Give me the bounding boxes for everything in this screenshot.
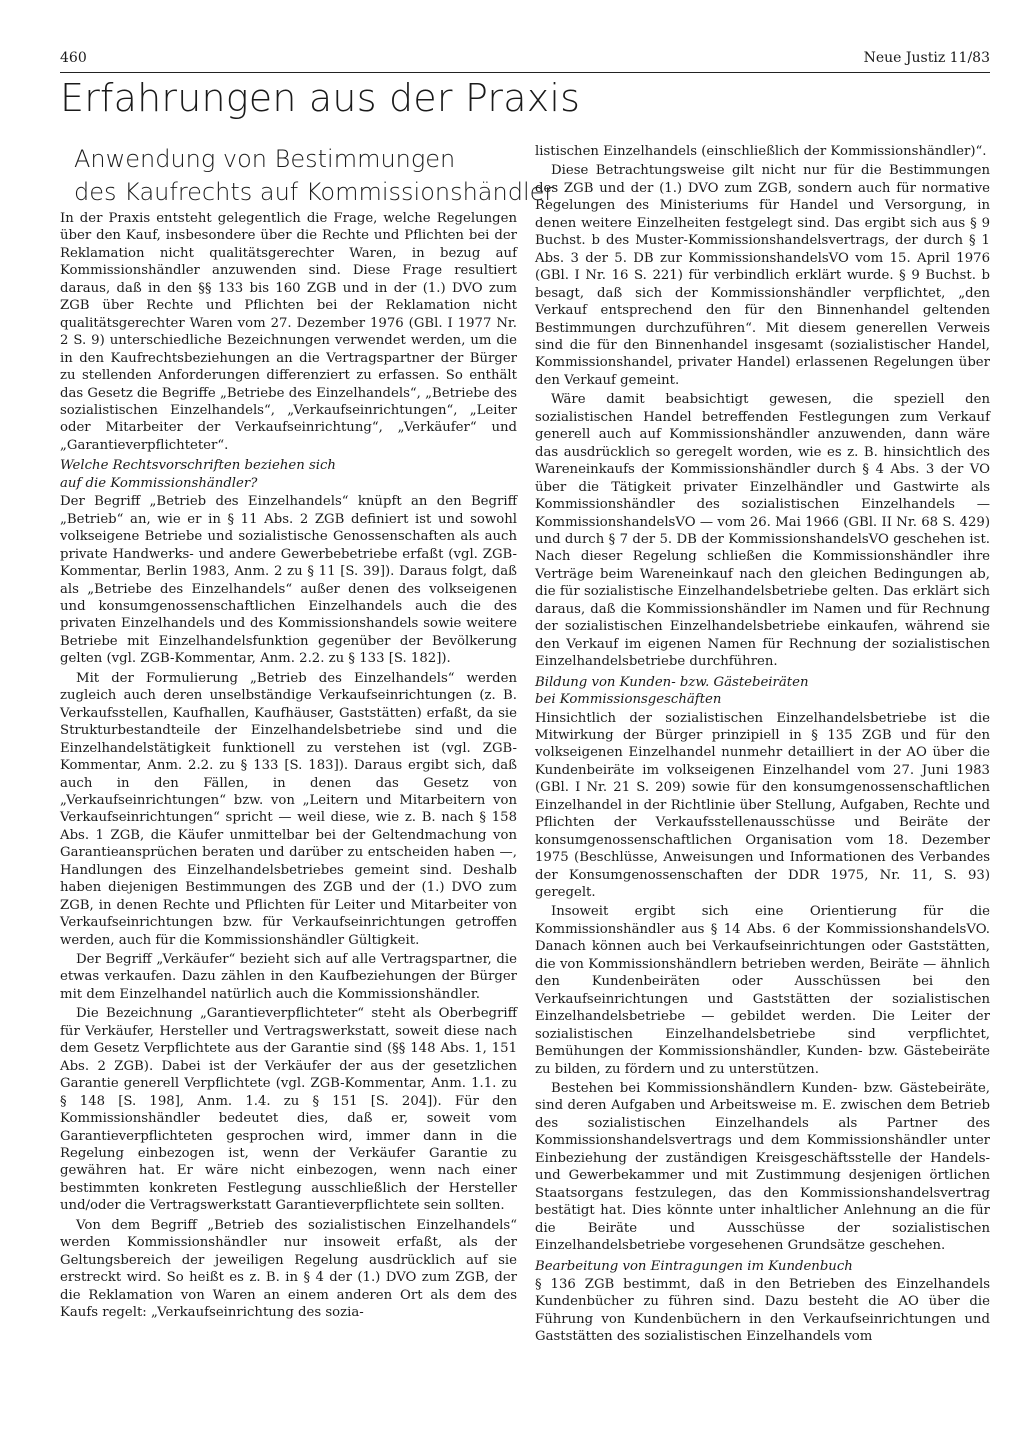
paragraph: Der Begriff „Betrieb des Einzelhandels“ knüpft an den Begriff „Betrieb“ an, wie er in § 11 Abs. 2 ZGB definiert ist und sowohl volkseigene Betriebe und sozialistische Genossenschaften als auch private Handwerks- und andere Gewerbebetriebe erfaßt (vgl. ZGB-Kommentar, Berlin 1983, Anm. 2 zu § 11 [S. 39]). Daraus folgt, daß als „Betriebe des Einzelhandels“ außer denen des volkseigenen und konsumgenossenschaftlichen Einzelhandels auch die des privaten Einzelhandels und des Kommissionshandels sowie weitere Betriebe mit Einzelhandelsfunktion gegenüber der Bevölkerung gelten (vgl. ZGB-Kommentar, Anm. 2.2. zu § 133 [S. 182]). xyxy=(60,494,517,667)
article-title-line1: Anwendung von Bestimmungen xyxy=(74,145,456,173)
paragraph: Wäre damit beabsichtigt gewesen, die speziell den sozialistischen Handel betreffenden Festlegungen zum Verkauf generell auch auf Kommissionshändler anzuwenden, dann wäre das ausdrücklich so geregelt worden, wie es z. B. hinsichtlich des Wareneinkaufs der Kommissionshändler durch § 4 Abs. 3 der VO über die Tätigkeit privater Einzelhändler und Gastwirte als Kommissionshändler des sozialistischen Einzelhandels — KommissionshandelsVO — vom 26. Mai 1966 (GBl. II Nr. 68 S. 429) und durch § 7 der 5. DB der KommissionshandelsVO geschehen ist. Nach dieser Regelung schließen die Kommissionshändler ihre Verträge beim Wareneinkauf nach den gleichen Bedingungen ab, die für sozialistische Einzelhandelsbetriebe gelten. Das erklärt sich daraus, daß die Kommissionshändler im Namen und für Rechnung der sozialistischen Einzelhandelsbetriebe einkaufen, während sie den Verkauf im eigenen Namen für Rechnung der sozialistischen Einzelhandelsbetriebe durchführen. xyxy=(535,392,990,670)
right-column xyxy=(535,143,990,1346)
paragraph: Mit der Formulierung „Betrieb des Einzelhandels“ werden zugleich auch deren unselbständige Verkaufseinrichtungen (z. B. Verkaufsstellen, Kaufhallen, Kaufhäuser, Gaststätten) erfaßt, da sie Strukturbestandteile der Einzelhandelsbetriebe sind und die Einzelhandelstätigkeit funktionell zu verstehen ist (vgl. ZGB-Kommentar, Anm. 2.2. zu § 133 [S. 183]). Daraus ergibt sich, daß auch in den Fällen, in denen das Gesetz von „Verkaufseinrichtungen“ bzw. von „Leitern und Mitarbeitern von Verkaufseinrichtungen“ spricht — weil diese, wie z. B. nach § 158 Abs. 1 ZGB, die Käufer unmittelbar bei der Geltendmachung von Garantieansprüchen beraten und darüber zu entscheiden haben —, Handlungen des Einzelhandelsbetriebes gemeint sind. Deshalb haben diejenigen Bestimmungen des ZGB und der (1.) DVO zum ZGB, in denen Rechte und Pflichten für Leiter und Mitarbeiter von Verkaufseinrichtungen bzw. für Verkaufseinrichtungen getroffen werden, auch für die Kommissionshändler Gültigkeit. xyxy=(60,670,517,948)
paragraph: Bestehen bei Kommissionshändlern Kunden- bzw. Gästebeiräte, sind deren Aufgaben und Arbeitsweise m. E. zwischen dem Betrieb des sozialistischen Einzelhandels als Partner des Kommissionshandelsvertrags und dem Kommissionshändler unter Einbeziehung der zuständigen Kreisgeschäftsstelle der Handels- und Gewerbekammer und mit Zustimmung desjenigen örtlichen Staatsorgans festzulegen, das den Kommissionshandelsvertrag bestätigt hat. Dies könnte unter inhaltlicher Anlehnung an die für die Beiräte und Ausschüsse der sozialistischen Einzelhandelsbetriebe vorgesehenen Grundsätze geschehen. xyxy=(535,1081,990,1254)
paragraph: Von dem Begriff „Betrieb des sozialistischen Einzelhandels“ werden Kommissionshändler nur insoweit erfaßt, als der Geltungsbereich der jeweiligen Regelung ausdrücklich auf sie erstreckt wird. So heißt es z. B. in § 4 der (1.) DVO zum ZGB, der die Reklamation von Waren an einem anderen Ort als dem des Kaufs regelt: „Verkaufseinrichtung des sozia- xyxy=(60,1217,517,1321)
paragraph: Insoweit ergibt sich eine Orientierung für die Kommissionshändler aus § 14 Abs. 6 der KommissionshandelsVO. Danach können auch bei Verkaufseinrichtungen oder Gaststätten, die von Kommissionshändlern betrieben werden, Beiräte — ähnlich den Kundenbeiräten oder Ausschüssen bei den Verkaufseinrichtungen und Gaststätten der sozialistischen Einzelhandelsbetriebe — gebildet werden. Die Leiter der sozialistischen Einzelhandelsbetriebe sind verpflichtet, Bemühungen der Kommissionshändler, Kunden- bzw. Gästebeiräte zu bilden, zu fördern und zu unterstützen. xyxy=(535,904,990,1077)
paragraph: Hinsichtlich der sozialistischen Einzelhandelsbetriebe ist die Mitwirkung der Bürger prinzipiell in § 135 ZGB und für den volkseigenen Einzelhandel nunmehr detailliert in der AO über die Kundenbeiräte im volkseigenen Einzelhandel vom 27. Juni 1983 (GBl. I Nr. 21 S. 209) sowie für den konsumgenossenschaftlichen Einzelhandel in der Richtlinie über Stellung, Aufgaben, Rechte und Pflichten der Verkaufsstellenausschüsse und Beiräte der konsumgenossenschaftlichen Organisation vom 18. Dezember 1975 (Beschlüsse, Anweisungen und Informationen des Verbandes der Konsumgenossenschaften der DDR 1975, Nr. 11, S. 93) geregelt. xyxy=(535,710,990,901)
paragraph: § 136 ZGB bestimmt, daß in den Betrieben des Einzelhandels Kundenbücher zu führen sind. Dazu besteht die AO über die Führung von Kundenbüchern in den Verkaufseinrichtungen und Gaststätten des sozialistischen Einzelhandels vom xyxy=(535,1277,990,1345)
page-header xyxy=(60,50,990,72)
paragraph: listischen Einzelhandels (einschließlich der Kommissionshändler)“. xyxy=(535,144,987,159)
subheading-line: Welche Rechtsvorschriften beziehen sich xyxy=(60,458,336,474)
paragraph: Der Begriff „Verkäufer“ bezieht sich auf alle Vertragspartner, die etwas verkaufen. Dazu zählen in den Kaufbeziehungen der Bürger mit dem Einzelhandel natürlich auch die Kommissionshändler. xyxy=(60,952,517,1002)
journal-issue: Neue Justiz 11/83 xyxy=(863,50,990,66)
subheading-line: Bildung von Kunden- bzw. Gästebeiräten xyxy=(535,674,809,690)
paragraph: In der Praxis entsteht gelegentlich die Frage, welche Regelungen über den Kauf, insbesondere über die Rechte und Pflichten bei der Reklamation nicht qualitätsgerechter Waren, in bezug auf Kommissionshändler anzuwenden sind. Diese Frage resultiert daraus, daß in den §§ 133 bis 160 ZGB und in der (1.) DVO zum ZGB über Rechte und Pflichten bei der Reklamation nicht qualitätsgerechter Waren vom 27. Dezember 1976 (GBl. I 1977 Nr. 2 S. 9) unterschiedliche Bezeichnungen verwendet werden, um die in den Kaufrechtsbeziehungen an die Vertragspartner der Bürger zu stellenden Anforderungen differenziert zu erfassen. So enthält das Gesetz die Begriffe „Betriebe des Einzelhandels“, „Betriebe des sozialistischen Einzelhandels“, „Verkaufseinrichtungen“, „Leiter oder Mitarbeiter der Verkaufseinrichtung“, „Verkäufer“ und „Garantieverpflichteter“. xyxy=(60,211,517,453)
subheading-line: bei Kommissionsgeschäften xyxy=(535,692,722,708)
subheading-line: auf die Kommissionshändler? xyxy=(60,475,258,491)
subheading xyxy=(60,457,517,492)
section-title: Erfahrungen aus der Praxis xyxy=(60,76,581,120)
subheading xyxy=(535,674,990,709)
paragraph: Die Bezeichnung „Garantieverpflichteter“ steht als Oberbegriff für Verkäufer, Hersteller und Vertragswerkstatt, soweit diese nach dem Gesetz Verpflichtete aus der Garantie sind (§§ 148 Abs. 1, 151 Abs. 2 ZGB). Dabei ist der Verkäufer der aus der gesetzlichen Garantie generell Verpflichtete (vgl. ZGB-Kommentar, Anm. 1.1. zu § 148 [S. 198], Anm. 1.4. zu § 151 [S. 204]). Für den Kommissionshändler bedeutet dies, daß er, soweit vom Garantieverpflichteten gesprochen wird, immer dann in die Regelung einbezogen ist, wenn der Verkäufer Garantie zu gewähren hat. Er wäre nicht einbezogen, wenn nach einer bestimmten konkreten Festlegung ausschließlich der Hersteller und/oder die Vertragswerkstatt Garantieverpflichtete sein sollten. xyxy=(60,1006,517,1214)
subheading: Bearbeitung von Eintragungen im Kundenbuch xyxy=(535,1258,853,1274)
article-title xyxy=(74,143,554,209)
page-number: 460 xyxy=(60,50,87,66)
paragraph: Diese Betrachtungsweise gilt nicht nur für die Bestimmungen des ZGB und der (1.) DVO zum ZGB, sondern auch für normative Regelungen des Ministeriums für Handel und Versorgung, in denen weitere Einzelheiten festgelegt sind. Das ergibt sich aus § 9 Buchst. b des Muster-Kommissionshandelsvertrags, der durch § 1 Abs. 3 der 5. DB zur KommissionshandelsVO vom 15. April 1976 (GBl. I Nr. 16 S. 221) für verbindlich erklärt wurde. § 9 Buchst. b besagt, daß sich der Kommissionshändler verpflichtet, „den Verkauf entsprechend den für den Binnenhandel geltenden Bestimmungen durchzuführen“. Mit diesem generellen Verweis sind die für den Binnenhandel insgesamt (sozialistischer Handel, Kommissionshandel, privater Handel) erlassenen Regelungen über den Verkauf gemeint. xyxy=(535,163,990,388)
left-column xyxy=(60,210,517,1322)
article-title-line2: des Kaufrechts auf Kommissionshändler xyxy=(74,178,555,206)
header-rule xyxy=(60,72,990,73)
